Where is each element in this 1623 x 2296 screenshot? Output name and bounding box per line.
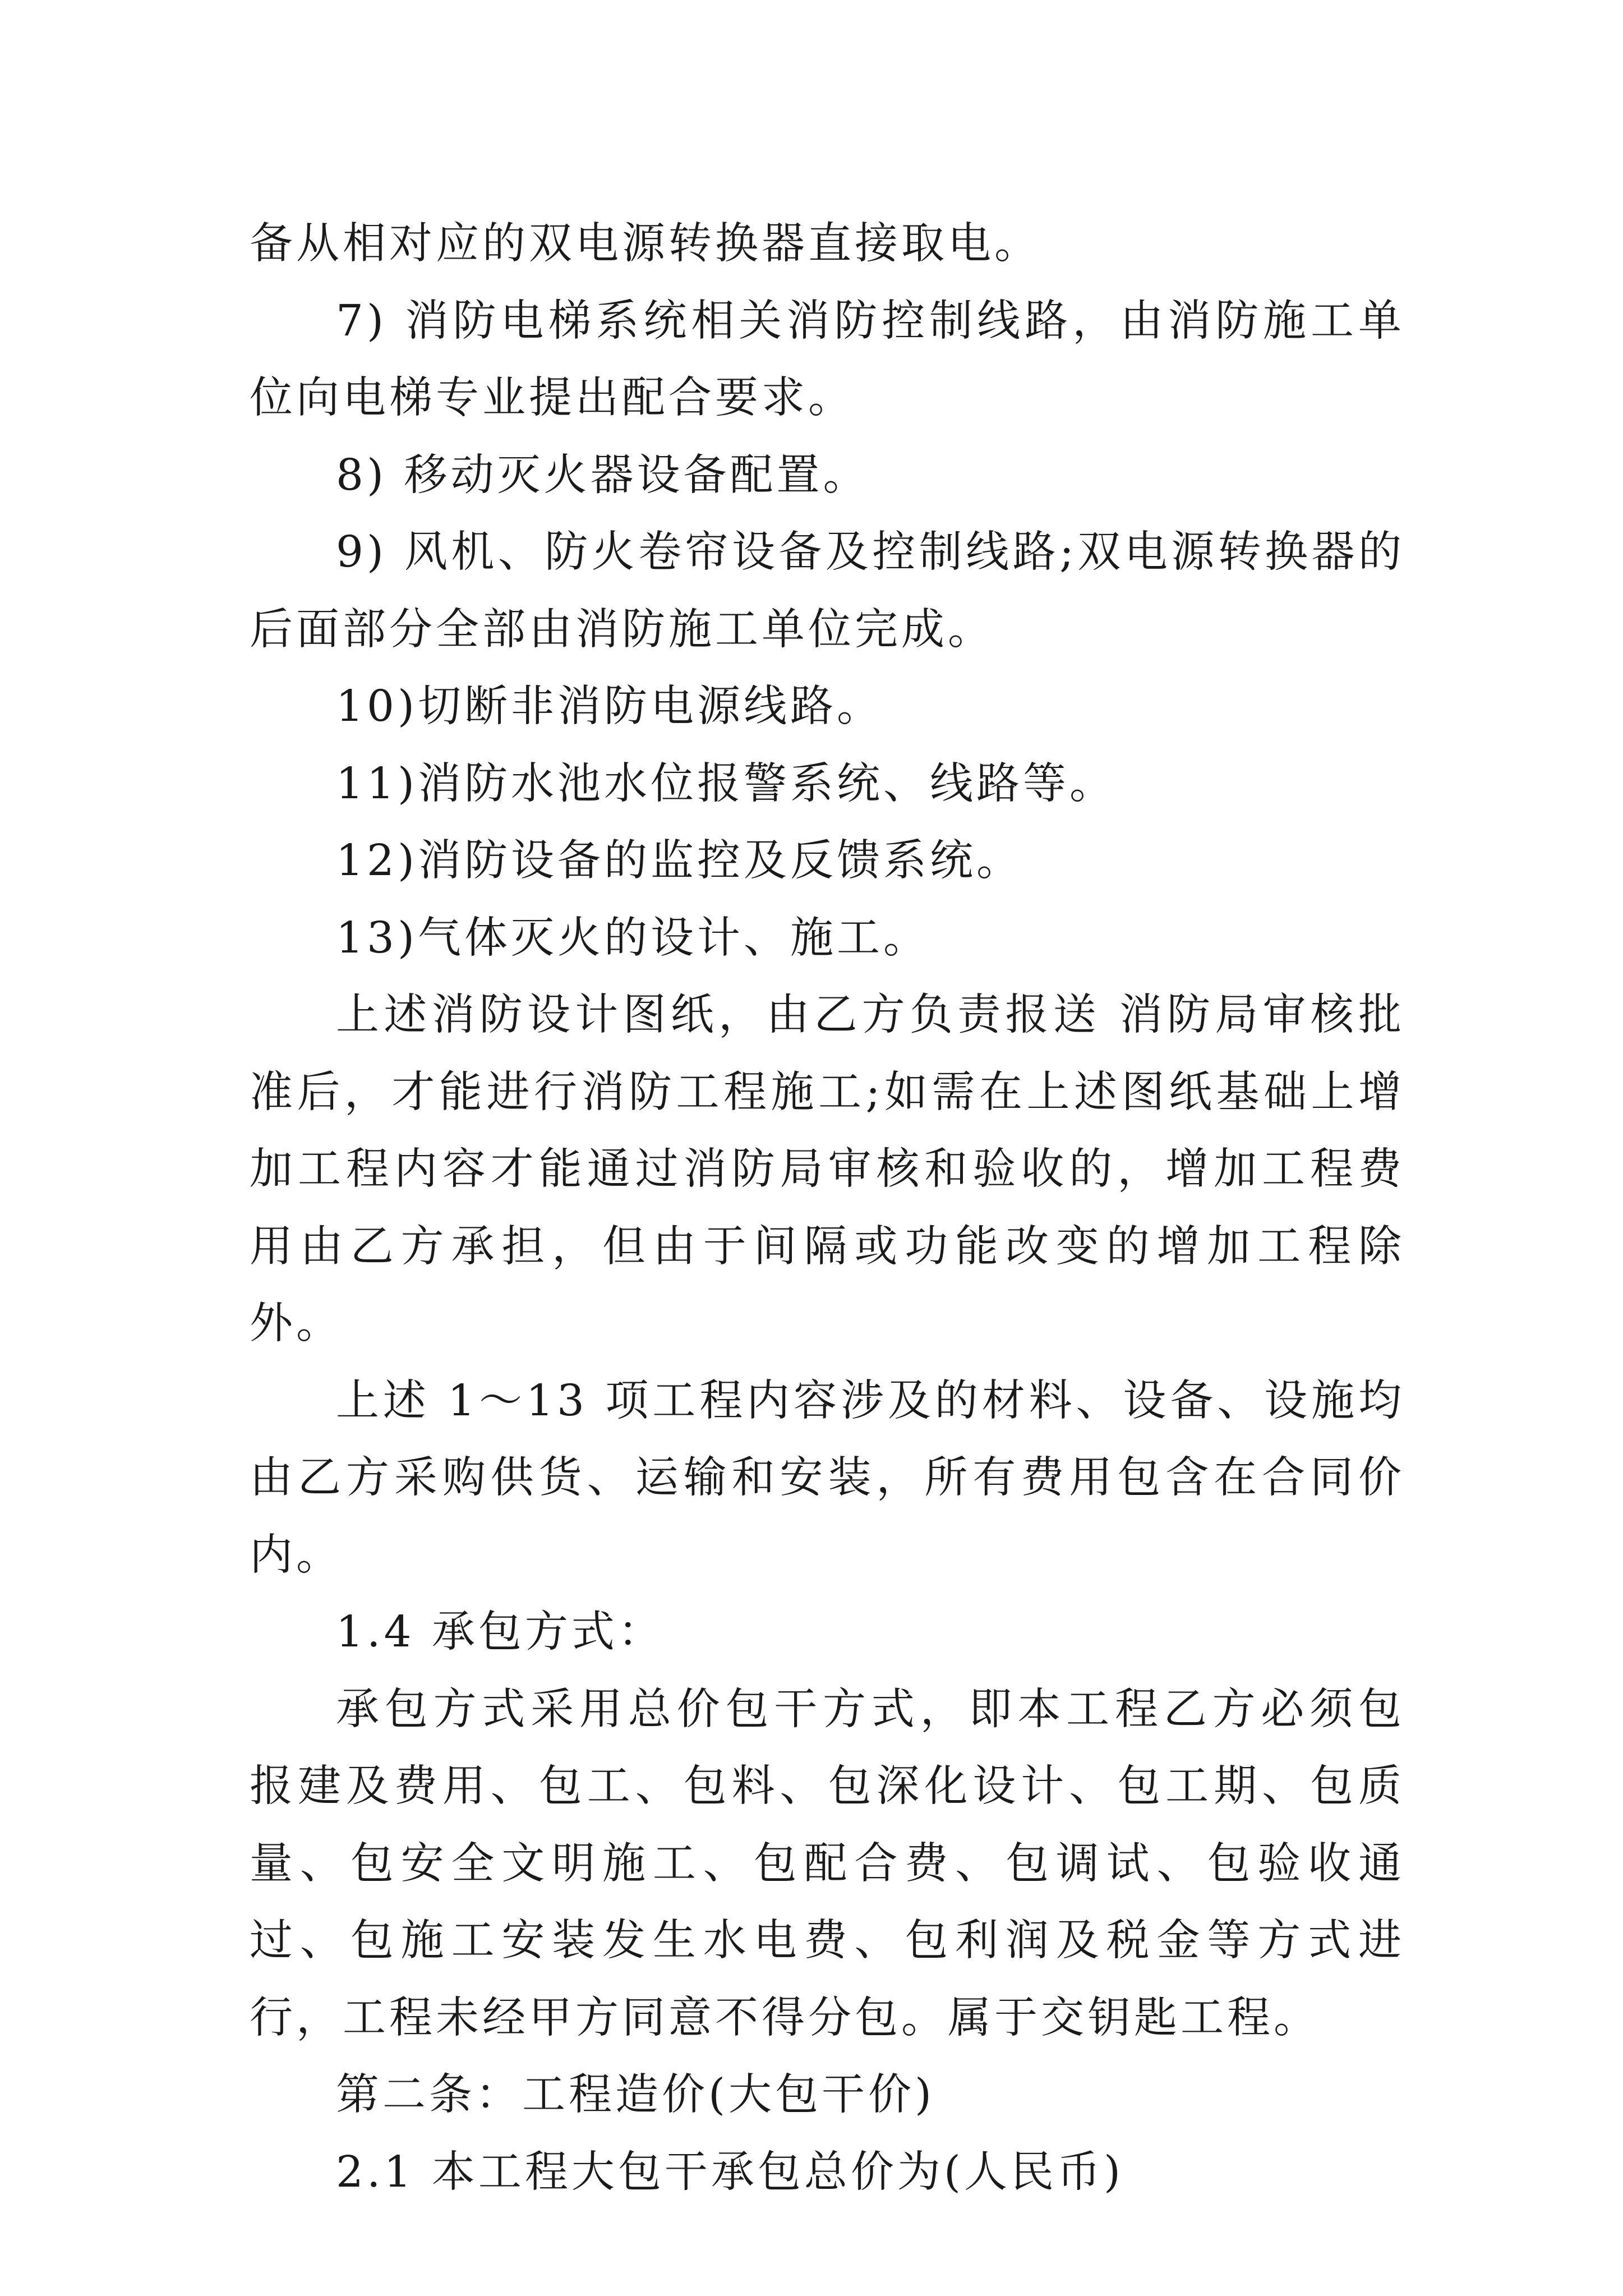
- paragraph-continuation: 备从相对应的双电源转换器直接取电。: [250, 219, 1041, 269]
- paragraph-item-11: 11)消防水池水位报警系统、线路等。: [336, 758, 1117, 809]
- paragraph-item-12: 12)消防设备的监控及反馈系统。: [336, 836, 1023, 886]
- paragraph-item-13: 13)气体灭火的设计、施工。: [336, 913, 930, 963]
- paragraph-materials-procurement: 上述 1～13 项工程内容涉及的材料、设备、设施均由乙方采购供货、运输和安装，所有费用包含在合同价内。: [250, 1375, 1405, 1580]
- paragraph-item-7: 7) 消防电梯系统相关消防控制线路，由消防施工单位向电梯专业提出配合要求。: [250, 296, 1405, 423]
- paragraph-item-9: 9) 风机、防火卷帘设备及控制线路;双电源转换器的后面部分全部由消防施工单位完成。: [250, 527, 1405, 655]
- section-heading-1-4: 1.4 承包方式：: [336, 1607, 665, 1657]
- section-heading-2-1: 2.1 本工程大包干承包总价为(人民币): [336, 2147, 1124, 2197]
- paragraph-fire-design-approval: 上述消防设计图纸，由乙方负责报送 消防局审核批准后，才能进行消防工程施工;如需在上述图纸基础上增加工程内容才能通过消防局审核和验收的，增加工程费用由乙方承担，但由于间隔或功能改变的增加工程除外。: [250, 990, 1405, 1349]
- document-body: [250, 205, 1405, 2211]
- paragraph-item-10: 10)切断非消防电源线路。: [336, 682, 884, 731]
- paragraph-item-8: 8) 移动灭火器设备配置。: [336, 450, 870, 500]
- paragraph-contract-method: 承包方式采用总价包干方式，即本工程乙方必须包报建及费用、包工、包料、包深化设计、包工期、包质量、包安全文明施工、包配合费、包调试、包验收通过、包施工安装发生水电费、包利润及税金等方式进行，工程未经甲方同意不得分包。属于交钥匙工程。: [250, 1684, 1405, 2043]
- article-heading-2: 第二条：工程造价(大包干价): [336, 2070, 935, 2120]
